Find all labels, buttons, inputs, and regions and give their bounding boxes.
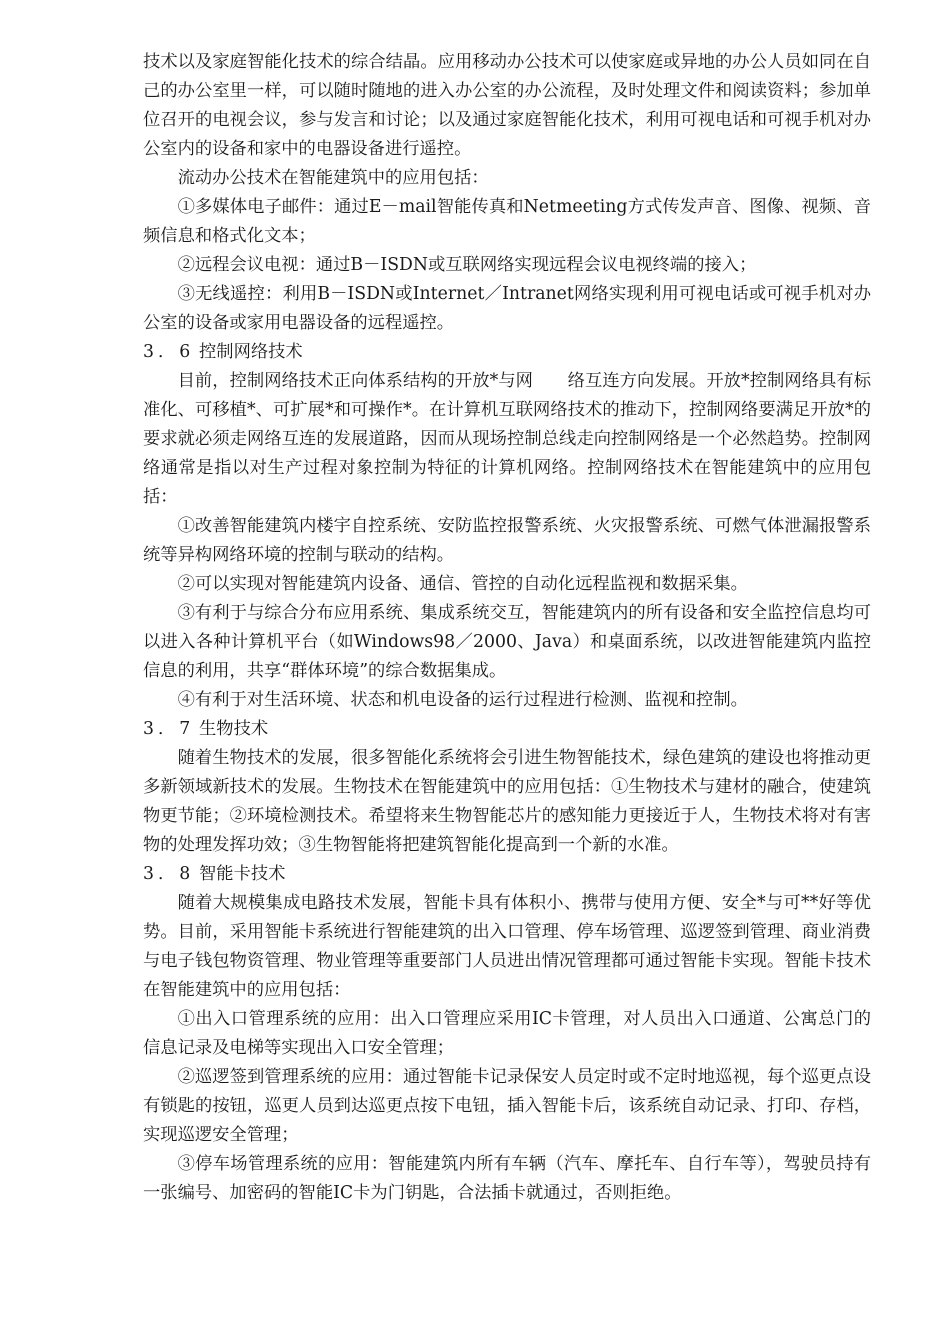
paragraph-mobile-office-apps: 流动办公技术在智能建筑中的应用包括： (177, 168, 489, 188)
document-page (143, 48, 871, 1208)
list-item-control-1: ①改善智能建筑内楼宇自控系统、安防监控报警系统、火灾报警系统、可燃气体泄漏报警系统等异构网络环境的控制与联动的结构。 (143, 516, 871, 565)
list-item-email: ①多媒体电子邮件：通过E－mail智能传真和Netmeeting方式传发声音、图像、视频、音频信息和格式化文本； (143, 197, 871, 246)
list-item-control-3: ③有利于与综合分布应用系统、集成系统交互，智能建筑内的所有设备和安全监控信息均可以进入各种计算机平台（如Windows98／2000、Java）和桌面系统，以改进智能建筑内监控信息的利用，共享“群体环境”的综合数据集成。 (143, 603, 871, 681)
list-item-card-1: ①出入口管理系统的应用：出入口管理应采用IC卡管理，对人员出入口通道、公寓总门的信息记录及电梯等实现出入口安全管理； (143, 1009, 871, 1058)
section-heading-3-7 (143, 715, 871, 744)
section-title: 智能卡技术 (199, 864, 286, 884)
list-item-video-conference: ②远程会议电视：通过B－ISDN或互联网络实现远程会议电视终端的接入； (177, 255, 757, 275)
list-item-card-3: ③停车场管理系统的应用：智能建筑内所有车辆（汽车、摩托车、自行车等），驾驶员持有一张编号、加密码的智能IC卡为门钥匙，合法插卡就通过，否则拒绝。 (143, 1154, 871, 1203)
paragraph-intro: 技术以及家庭智能化技术的综合结晶。应用移动办公技术可以使家庭或异地的办公人员如同在自己的办公室里一样，可以随时随地的进入办公室的办公流程，及时处理文件和阅读资料；参加单位召开的电视会议，参与发言和讨论；以及通过家庭智能化技术，利用可视电话和可视手机对办公室内的设备和家中的电器设备进行遥控。 (143, 52, 871, 159)
list-item-remote-control: ③无线遥控：利用B－ISDN或Internet／Intranet网络实现利用可视电话或可视手机对办公室的设备或家用电器设备的远程遥控。 (143, 284, 871, 333)
paragraph-smart-card: 随着大规模集成电路技术发展，智能卡具有体积小、携带与使用方便、安全*与可**好等优势。目前，采用智能卡系统进行智能建筑的出入口管理、停车场管理、巡逻签到管理、商业消费与电子钱包物资管理、物业管理等重要部门人员进出情况管理都可通过智能卡实现。智能卡技术在智能建筑中的应用包括： (143, 893, 871, 1000)
list-item-card-2: ②巡逻签到管理系统的应用：通过智能卡记录保安人员定时或不定时地巡视，每个巡更点设有锁匙的按钮，巡更人员到达巡更点按下电钮，插入智能卡后，该系统自动记录、打印、存档，实现巡逻安全管理； (143, 1067, 871, 1145)
section-heading-3-8 (143, 860, 871, 889)
paragraph-control-network: 目前，控制网络技术正向体系结构的开放*与网 络互连方向发展。开放*控制网络具有标准化、可移植*、可扩展*和可操作*。在计算机互联网络技术的推动下，控制网络要满足开放*的要求就必须走网络互连的发展道路，因而从现场控制总线走向控制网络是一个必然趋势。控制网络通常是指以对生产过程对象控制为特征的计算机网络。控制网络技术在智能建筑中的应用包括： (143, 371, 871, 507)
section-number: 3．7 (143, 719, 195, 739)
paragraph-biotech: 随着生物技术的发展，很多智能化系统将会引进生物智能技术，绿色建筑的建设也将推动更多新领域新技术的发展。生物技术在智能建筑中的应用包括：①生物技术与建材的融合，使建筑物更节能；②环境检测技术。希望将来生物智能芯片的感知能力更接近于人，生物技术将对有害物的处理发挥功效；③生物智能将把建筑智能化提高到一个新的水准。 (143, 748, 871, 855)
list-item-control-2: ②可以实现对智能建筑内设备、通信、管控的自动化远程监视和数据采集。 (177, 574, 748, 594)
section-number: 3．6 (143, 342, 195, 362)
section-number: 3．8 (143, 864, 195, 884)
section-title: 生物技术 (199, 719, 269, 739)
section-title: 控制网络技术 (199, 342, 303, 362)
list-item-control-4: ④有利于对生活环境、状态和机电设备的运行过程进行检测、监视和控制。 (177, 690, 748, 710)
section-heading-3-6 (143, 338, 871, 367)
